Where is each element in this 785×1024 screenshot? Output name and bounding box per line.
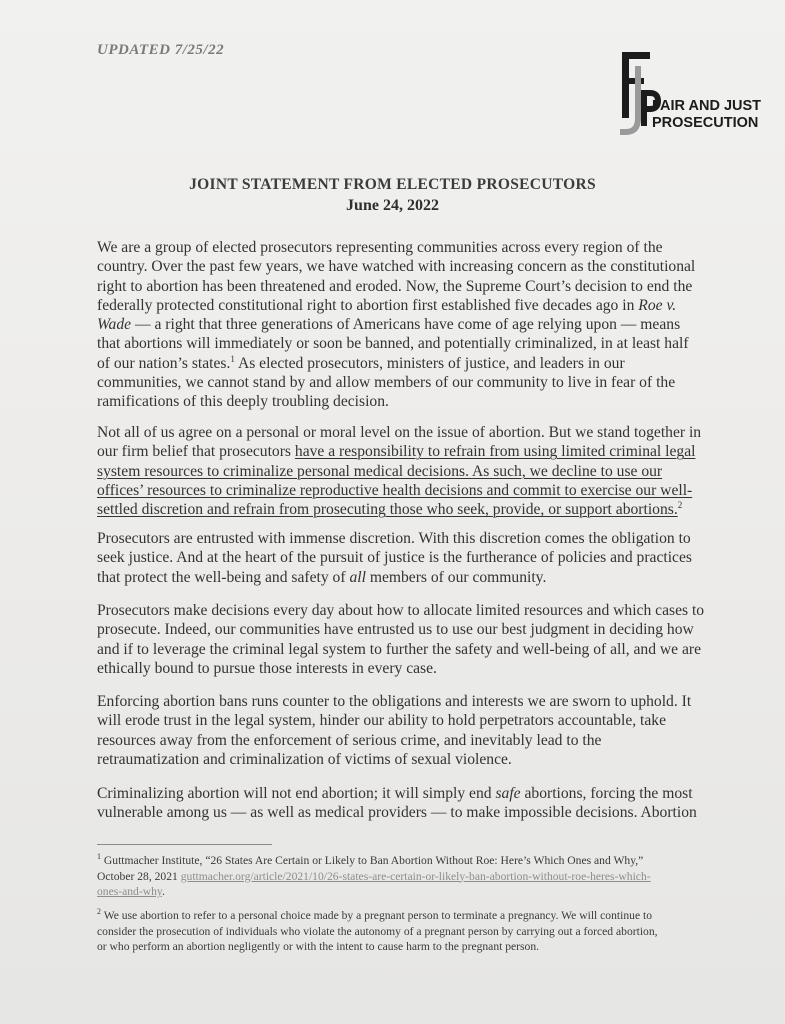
p3-line: Prosecutors are entrusted with immense discretion. With this discretion comes the obligation to	[97, 530, 691, 547]
p6-text: Criminalizing abortion will not end abortion; it will simply end	[97, 785, 496, 802]
p6-text: abortions, forcing the most	[520, 785, 693, 802]
p5-line: resources away from the enforcement of serious crime, and inevitably lead to the	[97, 731, 602, 749]
p2-text: our firm belief that prosecutors	[97, 443, 295, 461]
footnote-1	[97, 853, 727, 900]
p3-line	[97, 568, 717, 587]
p2-line	[97, 500, 717, 519]
p2-underlined-line: system resources to criminalize personal medical decisions. As such, we decline to use our	[97, 462, 663, 480]
p2-underlined-text: have a responsibility to refrain from using limited criminal legal	[294, 443, 696, 461]
p2-underlined-line: offices’ resources to criminalize reproductive health decisions and commit to exercise our well-	[97, 481, 693, 499]
footnote-line	[97, 869, 727, 885]
paragraph-1	[97, 238, 717, 412]
emphasis-italic: safe	[495, 785, 521, 802]
p1-line: communities, we cannot stand by and allow members of our community to live in fear of the	[97, 374, 676, 392]
p1-line: that abortions will immediately or soon be banned, and potentially criminalized, in at least half	[97, 335, 689, 353]
p6-line: vulnerable among us — as well as medical providers — to make impossible decisions. Abortion	[97, 804, 697, 822]
footnote-2	[97, 908, 727, 955]
p2-underlined-text: settled discretion and refrain from prosecuting those who seek, provide, or support abortions.	[97, 501, 678, 519]
footnote-text: October 28, 2021	[97, 869, 181, 883]
emphasis-italic: all	[349, 568, 366, 586]
p1-line: country. Over the past few years, we have watched with increasing concern as the constitutional	[97, 258, 696, 276]
p4-line: ethically bound to pursue those interests in every case.	[97, 659, 437, 677]
p3-text: that protect the well-being and safety of	[97, 568, 350, 586]
p1-text: — a right that three generations of Americans have come of age relying upon — means	[131, 316, 681, 334]
footnote-link[interactable]: guttmacher.org/article/2021/10/26-states-are-certain-or-likely-ban-abortion-without-roe-heres-which-	[180, 869, 651, 883]
p4-line: prosecute. Indeed, our communities have entrusted us to use our best judgment in deciding how	[97, 621, 694, 639]
footnote-link[interactable]: ones-and-why	[97, 885, 162, 898]
footnote-ref-2: 2	[677, 500, 683, 510]
p5-line: retraumatization and criminalization of victims of sexual violence.	[97, 750, 512, 768]
p1-text: As elected prosecutors, ministers of justice, and leaders in our	[234, 354, 625, 372]
footnote-line	[97, 908, 727, 924]
footnote-line	[97, 884, 727, 900]
footnote-line: consider the prosecution of individuals who violate the autonomy of a pregnant person by carrying out a forced abortion,	[97, 924, 658, 938]
footnote-line	[97, 853, 727, 869]
footnote-number: 2	[97, 907, 101, 917]
footnote-text: We use abortion to refer to a personal choice made by a pregnant person to terminate a pregnancy. We will continue to	[101, 909, 653, 922]
footnote-ref-1: 1	[230, 353, 235, 364]
logo-wordmark	[652, 98, 761, 132]
footnote-text: Guttmacher Institute, “26 States Are Certain or Likely to Ban Abortion Without Roe: Here’s Which Ones and Why,”	[101, 854, 644, 867]
footnote-divider	[97, 844, 272, 845]
paragraph-5	[97, 692, 717, 769]
document-title: JOINT STATEMENT FROM ELECTED PROSECUTORS	[189, 176, 596, 193]
paragraph-4	[97, 601, 717, 678]
updated-stamp: UPDATED 7/25/22	[97, 42, 225, 58]
case-name-italic: Roe v.	[638, 296, 677, 314]
p2-line	[97, 442, 717, 461]
p1-text: federally protected constitutional right to abortion first established five decades ago in	[97, 296, 635, 314]
p1-line: We are a group of elected prosecutors representing communities across every region of the	[97, 239, 663, 256]
p2-line: Not all of us agree on a personal or moral level on the issue of abortion. But we stand together in	[97, 424, 702, 441]
p3-text: members of our community.	[365, 568, 547, 586]
paragraph-3	[97, 529, 717, 587]
footnote-line: or who perform an abortion negligently or with the intent to cause harm to the pregnant person.	[97, 940, 540, 953]
paragraph-6	[97, 784, 717, 823]
p1-line: right to abortion has been threatened and eroded. Now, the Supreme Court’s decision to end the	[97, 277, 693, 295]
p5-line: will erode trust in the legal system, hinder our ability to hold perpetrators accountable, take	[97, 712, 667, 730]
paragraph-2	[97, 423, 717, 519]
footnote-text: .	[161, 885, 165, 898]
case-name-italic: Wade	[97, 316, 132, 334]
p1-line	[97, 315, 717, 334]
document-date: June 24, 2022	[346, 197, 439, 214]
p1-line: ramifications of this deeply troubling decision.	[97, 393, 389, 411]
p6-line	[97, 784, 717, 803]
p4-line: Prosecutors make decisions every day about how to allocate limited resources and which cases to	[97, 602, 705, 619]
logo-line-2: PROSECUTION	[652, 115, 759, 131]
p1-text: of our nation’s states.	[97, 354, 231, 372]
logo-line-1: FAIR AND JUST	[652, 98, 762, 114]
p4-line: and if to leverage the criminal legal system to further the safety and well-being of all, and we are	[97, 640, 702, 658]
p1-line	[97, 354, 717, 373]
p1-line	[97, 296, 717, 315]
p5-line: Enforcing abortion bans runs counter to the obligations and interests we are sworn to uphold. It	[97, 693, 692, 710]
p3-line: seek justice. And at the heart of the pursuit of justice is the furtherance of policies and practices	[97, 549, 692, 567]
footnote-number: 1	[97, 852, 101, 862]
